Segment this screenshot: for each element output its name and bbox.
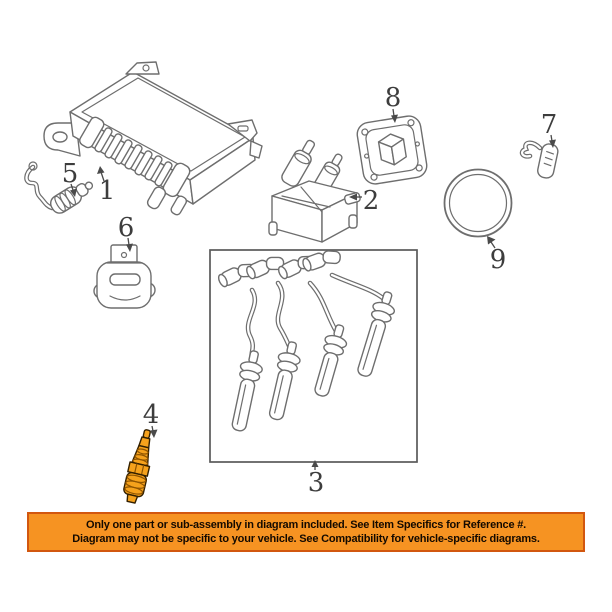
callout-1-label: 1 <box>98 176 116 206</box>
part-o-ring-seal <box>445 170 512 237</box>
part-spark-plug-highlighted <box>121 428 157 505</box>
callout-1 <box>97 166 115 206</box>
callout-5-label: 5 <box>61 159 79 189</box>
callout-4-label: 4 <box>142 400 160 430</box>
callout-3 <box>308 460 325 498</box>
disclaimer-line2: Diagram may not be specific to your vehicle. See Compatibility for vehicle-specific diagrams. <box>72 533 540 545</box>
callout-7-label: 7 <box>540 110 558 140</box>
callout-3-label: 3 <box>307 468 325 498</box>
disclaimer-banner <box>27 512 585 552</box>
disclaimer-line1: Only one part or sub-assembly in diagram included. See Item Specifics for Reference #. <box>85 519 527 531</box>
callout-7 <box>541 110 558 148</box>
callout-9-label: 9 <box>489 245 507 275</box>
part-spark-plug-wire-set <box>210 245 417 462</box>
callout-9 <box>487 236 506 275</box>
callout-6-label: 6 <box>117 213 135 243</box>
part-camshaft-position-sensor <box>94 245 155 308</box>
part-small-sensor-clip <box>522 143 559 180</box>
part-coil-mounting-plate <box>356 114 429 185</box>
callout-2-label: 2 <box>362 186 380 216</box>
part-ignition-coil <box>269 137 361 242</box>
callout-8-label: 8 <box>384 83 402 113</box>
